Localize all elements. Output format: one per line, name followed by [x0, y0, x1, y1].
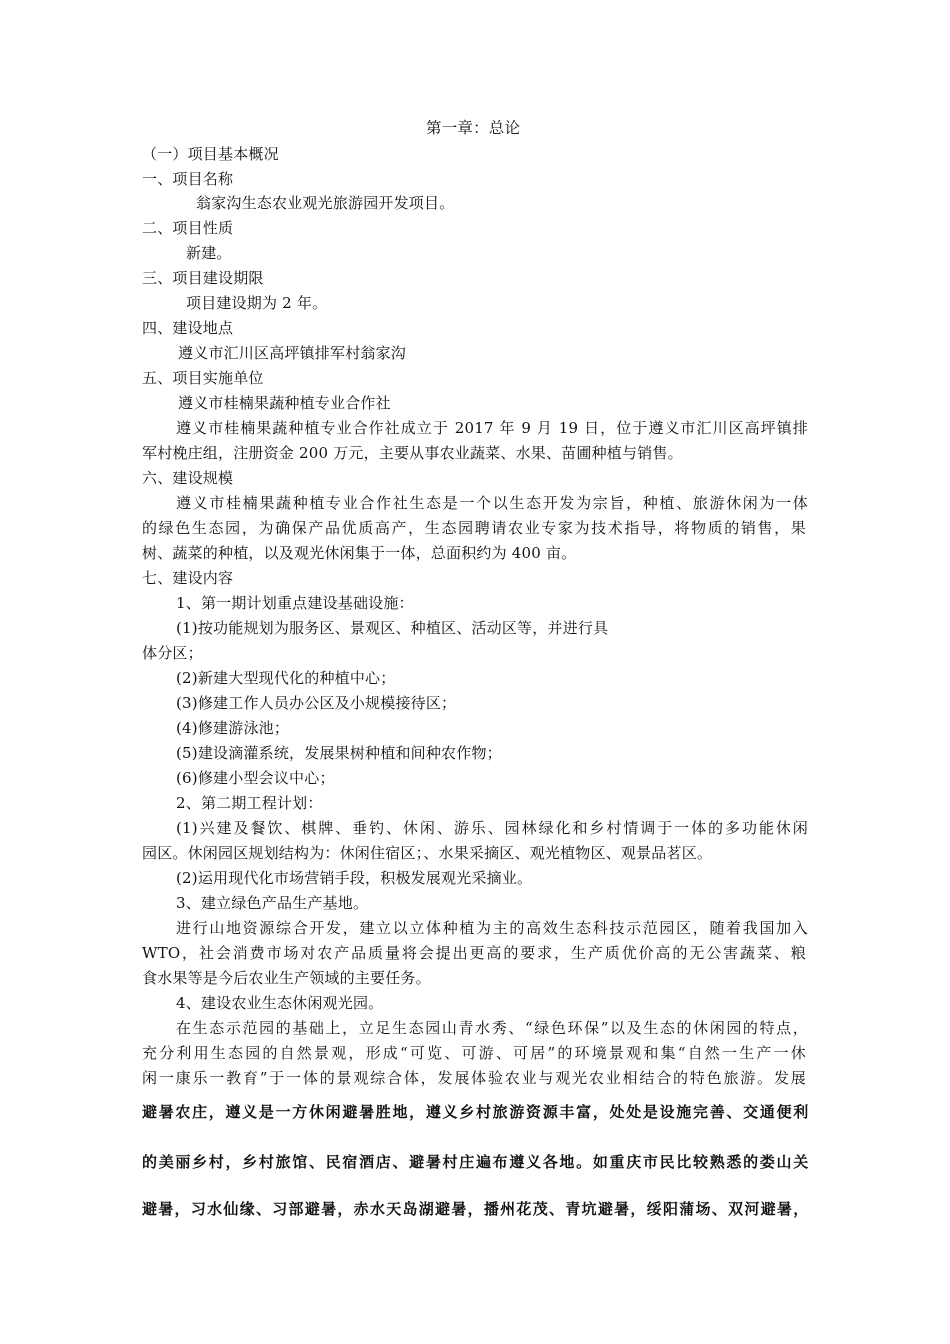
paragraph-line: 树、蔬菜的种植，以及观光休闲集于一体，总面积约为 400 亩。 [142, 544, 577, 562]
item-content: 项目建设期为 2 年。 [186, 294, 328, 312]
list-item: (3)修建工作人员办公区及小规模接待区； [176, 694, 457, 712]
item-heading: 二、项目性质 [142, 219, 234, 237]
phase2-title: 2、第二期工程计划： [176, 794, 323, 812]
content-heading: 七、建设内容 [142, 569, 234, 587]
paragraph-line: 充分利用生态园的自然景观，形成“可览、可游、可居”的环境景观和集“自然一生产一休 [142, 1044, 806, 1062]
paragraph-line: 遵义市桂楠果蔬种植专业合作社生态是一个以生态开发为宗旨，种植、旅游休闲为一体 [176, 494, 808, 512]
list-item: (6)修建小型会议中心； [176, 769, 335, 787]
paragraph-line: 在生态示范园的基础上，立足生态园山青水秀、“绿色环保”以及生态的休闲园的特点， [176, 1019, 808, 1037]
list-item: (2)运用现代化市场营销手段，积极发展观光采摘业。 [176, 869, 533, 887]
item-heading: 四、建设地点 [142, 319, 234, 337]
item-content: 遵义市汇川区高坪镇排军村翁家沟 [178, 344, 407, 362]
list-item: (1)兴建及餐饮、棋牌、垂钓、休闲、游乐、园林绿化和乡村情调于一体的多功能休闲 [176, 819, 808, 837]
item-content: 新建。 [186, 244, 232, 262]
eco-park-title: 4、建设农业生态休闲观光园。 [176, 994, 384, 1012]
item-heading: 五、项目实施单位 [142, 369, 264, 387]
list-item: (4)修建游泳池； [176, 719, 290, 737]
scale-heading: 六、建设规模 [142, 469, 234, 487]
list-item: (2)新建大型现代化的种植中心； [176, 669, 396, 687]
paragraph-line: 遵义市桂楠果蔬种植专业合作社成立于 2017 年 9 月 19 日，位于遵义市汇川区高坪镇排 [176, 419, 808, 437]
item-heading: 一、项目名称 [142, 170, 234, 188]
list-item: (5)建设滴灌系统，发展果树种植和间种农作物； [176, 744, 502, 762]
chapter-title: 第一章：总论 [426, 119, 521, 137]
item-heading: 三、项目建设期限 [142, 269, 264, 287]
section-heading: （一）项目基本概况 [142, 145, 279, 163]
paragraph-line: 军村梚庄组，注册资金 200 万元，主要从事农业蔬菜、水果、苗圃种植与销售。 [142, 444, 683, 462]
paragraph-line: 的绿色生态园，为确保产品优质高产，生态园聘请农业专家为技术指导，将物质的销售，果 [142, 519, 806, 537]
green-base-title: 3、建立绿色产品生产基地。 [176, 894, 369, 912]
tourism-line: 避暑，习水仙缘、习部避暑，赤水天岛湖避暑，播州花茂、青坑避暑，绥阳蒲场、双河避暑， [142, 1200, 808, 1218]
list-item: (1)按功能规划为服务区、景观区、种植区、活动区等，并进行具 [176, 619, 609, 637]
paragraph-line: 进行山地资源综合开发，建立以立体种植为主的高效生态科技示范园区，随着我国加入 [176, 919, 808, 937]
paragraph-line: 闲一康乐一教育”于一体的景观综合体，发展体验农业与观光农业相结合的特色旅游。发展 [142, 1069, 806, 1087]
item-content: 遵义市桂楠果蔬种植专业合作社 [178, 394, 391, 412]
list-item: 园区。休闲园区规划结构为：休闲住宿区；、水果采摘区、观光植物区、观景品茗区。 [142, 844, 713, 862]
paragraph-line: 食水果等是今后农业生产领域的主要任务。 [142, 969, 431, 987]
item-content: 翁家沟生态农业观光旅游园开发项目。 [196, 194, 455, 212]
list-item: 体分区； [142, 644, 203, 662]
paragraph-line: WTO，社会消费市场对农产品质量将会提出更高的要求，生产质优价高的无公害蔬菜、粮 [142, 944, 806, 962]
phase1-title: 1、第一期计划重点建设基础设施： [176, 594, 414, 612]
tourism-line: 的美丽乡村，乡村旅馆、民宿酒店、避暑村庄遍布遵义各地。如重庆市民比较熟悉的娄山关 [142, 1153, 808, 1171]
tourism-line: 避暑农庄，遵义是一方休闲避暑胜地，遵义乡村旅游资源丰富，处处是设施完善、交通便利 [142, 1103, 808, 1121]
